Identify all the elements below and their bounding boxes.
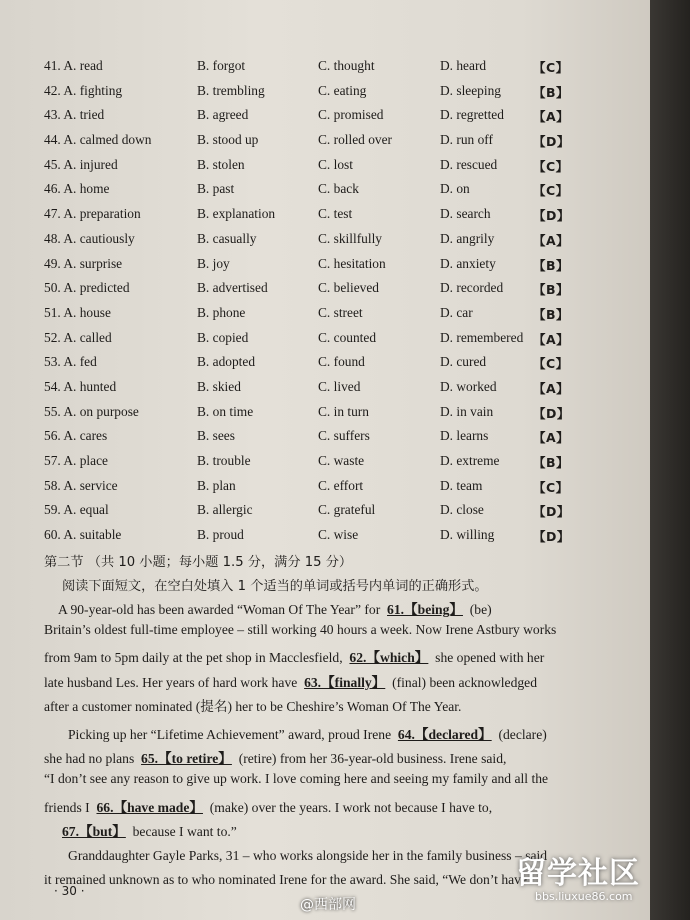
option-b: B. stolen — [197, 156, 245, 172]
passage-line — [44, 646, 569, 670]
passage-text: Picking up her “Lifetime Achievement” award, proud Irene — [68, 726, 392, 742]
option-d: D. heard — [440, 58, 487, 73]
passage-text: (be) — [469, 602, 492, 617]
option-a: 59. A. equal — [44, 502, 109, 518]
passage-text: she opened with her — [435, 650, 545, 666]
option-c: C. grateful — [318, 502, 376, 518]
answer-key: 【D】 — [533, 134, 570, 150]
option-row — [0, 132, 650, 157]
option-b: B. allergic — [197, 502, 253, 518]
passage-text: (retire) from her 36-year-old business. Irene said, — [238, 751, 507, 767]
option-c: C. lived — [318, 378, 361, 394]
blank-62: 62.【which】 — [349, 650, 429, 666]
answer-key: 【A】 — [533, 109, 570, 125]
answer-key: 【C】 — [533, 356, 569, 372]
option-d: D. extreme — [440, 453, 500, 468]
answer-key: 【C】 — [533, 183, 569, 199]
option-b: B. past — [197, 181, 235, 197]
option-d: D. anxiety — [440, 255, 496, 271]
passage-text: A 90-year-old has been awarded “Woman Of The Year” for — [58, 602, 381, 617]
option-b: B. phone — [197, 304, 246, 320]
option-c: C. promised — [318, 107, 384, 123]
option-c: C. suffers — [318, 428, 370, 444]
passage-text: Granddaughter Gayle Parks, 31 – who works alongside her in the family business – said — [68, 847, 548, 863]
passage-line — [44, 598, 569, 622]
passage-line — [44, 796, 569, 820]
option-a: 46. A. home — [44, 181, 110, 197]
option-row — [0, 58, 650, 83]
option-d: D. cured — [440, 354, 487, 370]
passage-text: (make) over the years. I work not because I have to, — [209, 799, 493, 815]
answer-key: 【A】 — [533, 331, 570, 347]
passage-text: (declare) — [498, 726, 547, 742]
answer-key: 【D】 — [533, 529, 570, 545]
answer-options-list — [0, 58, 650, 552]
answer-key: 【B】 — [533, 282, 570, 298]
option-a: 52. A. called — [44, 329, 112, 345]
option-d: D. rescued — [440, 156, 498, 172]
page-number: · 30 · — [54, 884, 85, 898]
option-row — [0, 231, 650, 256]
option-a: 41. A. read — [44, 58, 103, 73]
option-d: D. run off — [440, 132, 493, 148]
passage-line — [44, 671, 569, 695]
option-row — [0, 330, 650, 355]
option-row — [0, 502, 650, 527]
option-c: C. effort — [318, 477, 364, 493]
section-heading: 第二节 （共 10 小题；每小题 1.5 分，满分 15 分） — [44, 555, 353, 570]
option-row — [0, 453, 650, 478]
option-b: B. forgot — [197, 58, 246, 73]
answer-key: 【A】 — [533, 380, 570, 396]
answer-key: 【B】 — [533, 257, 570, 273]
passage-text: (final) been acknowledged — [392, 674, 538, 690]
option-c: C. lost — [318, 156, 353, 172]
option-b: B. on time — [197, 403, 254, 419]
blank-61: 61.【being】 — [387, 602, 463, 617]
option-row — [0, 280, 650, 305]
answer-key: 【A】 — [533, 430, 570, 446]
page-edge-shadow — [650, 0, 690, 920]
option-b: B. explanation — [197, 206, 276, 222]
option-a: 49. A. surprise — [44, 255, 123, 271]
option-c: C. waste — [318, 453, 365, 468]
option-c: C. counted — [318, 329, 377, 345]
answer-key: 【B】 — [533, 455, 570, 470]
passage-text: from 9am to 5pm daily at the pet shop in Macclesfield, — [44, 650, 343, 666]
answer-key: 【C】 — [533, 479, 569, 495]
blank-63: 63.【finally】 — [304, 674, 386, 690]
passage-text: after a customer nominated (提名) her to be Cheshire’s Woman Of The Year. — [44, 698, 462, 714]
passage-text: she had no plans — [44, 751, 135, 767]
option-a: 60. A. suitable — [44, 527, 122, 543]
option-c: C. rolled over — [318, 132, 393, 148]
option-d: D. close — [440, 502, 484, 518]
option-b: B. casually — [197, 230, 257, 246]
option-d: D. team — [440, 477, 483, 493]
option-row — [0, 256, 650, 281]
passage-line — [44, 872, 569, 896]
option-d: D. on — [440, 181, 470, 197]
option-row — [0, 379, 650, 404]
passage-text: friends I — [44, 799, 90, 815]
section-instruction: 阅读下面短文，在空白处填入 1 个适当的单词或括号内单词的正确形式。 — [62, 579, 488, 594]
option-b: B. sees — [197, 428, 235, 444]
option-c: C. wise — [318, 527, 359, 543]
option-d: D. regretted — [440, 107, 504, 123]
option-a: 44. A. calmed down — [44, 132, 152, 148]
option-row — [0, 404, 650, 429]
option-row — [0, 181, 650, 206]
option-row — [0, 157, 650, 182]
option-d: D. angrily — [440, 230, 495, 246]
watermark-url: bbs.liuxue86.com — [535, 890, 633, 903]
option-d: D. sleeping — [440, 82, 501, 98]
option-row — [0, 354, 650, 379]
option-a: 53. A. fed — [44, 354, 97, 370]
option-a: 54. A. hunted — [44, 378, 117, 394]
option-c: C. eating — [318, 82, 367, 98]
option-a: 55. A. on purpose — [44, 403, 139, 419]
passage-line — [44, 848, 569, 872]
passage-text: Britain’s oldest full-time employee – still working 40 hours a week. Now Irene Astbury works — [44, 622, 557, 638]
answer-key: 【A】 — [533, 232, 570, 248]
answer-key: 【C】 — [533, 60, 569, 75]
answer-key: 【D】 — [533, 208, 570, 224]
option-row — [0, 305, 650, 330]
option-a: 58. A. service — [44, 477, 118, 493]
option-b: B. agreed — [197, 107, 249, 123]
option-a: 50. A. predicted — [44, 280, 130, 296]
option-a: 47. A. preparation — [44, 206, 141, 222]
option-d: D. willing — [440, 527, 495, 543]
option-d: D. remembered — [440, 329, 524, 345]
passage-line — [44, 771, 569, 795]
passage-line — [44, 695, 569, 719]
option-a: 48. A. cautiously — [44, 230, 135, 246]
option-row — [0, 107, 650, 132]
option-b: B. plan — [197, 477, 236, 493]
option-b: B. copied — [197, 329, 249, 345]
option-row — [0, 478, 650, 503]
option-a: 45. A. injured — [44, 156, 118, 172]
option-c: C. in turn — [318, 403, 369, 419]
option-c: C. test — [318, 206, 353, 222]
option-c: C. back — [318, 181, 359, 197]
passage-text: “I don’t see any reason to give up work. I love coming here and seeing my family and all the — [44, 771, 549, 787]
option-c: C. found — [318, 354, 365, 370]
option-a: 57. A. place — [44, 453, 108, 468]
option-c: C. street — [318, 304, 363, 320]
option-c: C. hesitation — [318, 255, 386, 271]
watermark-logo: 留学社区 — [516, 856, 640, 891]
option-b: B. stood up — [197, 132, 259, 148]
option-b: B. advertised — [197, 280, 268, 296]
reading-passage — [44, 598, 569, 896]
option-d: D. recorded — [440, 280, 504, 296]
passage-text: because I want to.” — [132, 823, 237, 839]
option-b: B. proud — [197, 527, 244, 543]
option-a: 42. A. fighting — [44, 82, 123, 98]
option-b: B. adopted — [197, 354, 256, 370]
option-c: C. skillfully — [318, 230, 382, 246]
option-b: B. trembling — [197, 82, 265, 98]
option-b: B. skied — [197, 378, 241, 394]
option-a: 43. A. tried — [44, 107, 105, 123]
option-row — [0, 206, 650, 231]
blank-65: 65.【to retire】 — [141, 751, 232, 767]
answer-key: 【C】 — [533, 158, 569, 174]
blank-64: 64.【declared】 — [397, 726, 492, 742]
option-c: C. believed — [318, 280, 379, 296]
option-b: B. trouble — [197, 453, 251, 468]
passage-line — [44, 747, 569, 771]
option-d: D. worked — [440, 378, 497, 394]
option-d: D. search — [440, 206, 491, 222]
option-c: C. thought — [318, 58, 375, 73]
passage-text: late husband Les. Her years of hard work have — [44, 674, 298, 690]
blank-67: 67.【but】 — [62, 823, 126, 839]
answer-key: 【D】 — [533, 504, 570, 520]
option-d: D. learns — [440, 428, 489, 444]
blank-66: 66.【have made】 — [96, 799, 203, 815]
option-row — [0, 83, 650, 108]
passage-line — [44, 820, 569, 844]
option-row — [0, 527, 650, 552]
option-a: 56. A. cares — [44, 428, 108, 444]
passage-text: it remained unknown as to who nominated Irene for the award. She said, “We don’t have — [44, 872, 527, 888]
option-d: D. in vain — [440, 403, 494, 419]
option-b: B. joy — [197, 255, 230, 271]
watermark-weibo: @西部网 — [300, 897, 356, 913]
option-d: D. car — [440, 304, 473, 320]
answer-key: 【B】 — [533, 306, 570, 322]
answer-key: 【B】 — [533, 84, 570, 100]
option-a: 51. A. house — [44, 304, 111, 320]
passage-line — [44, 622, 569, 646]
passage-line — [44, 723, 569, 747]
answer-key: 【D】 — [533, 405, 570, 421]
option-row — [0, 428, 650, 453]
